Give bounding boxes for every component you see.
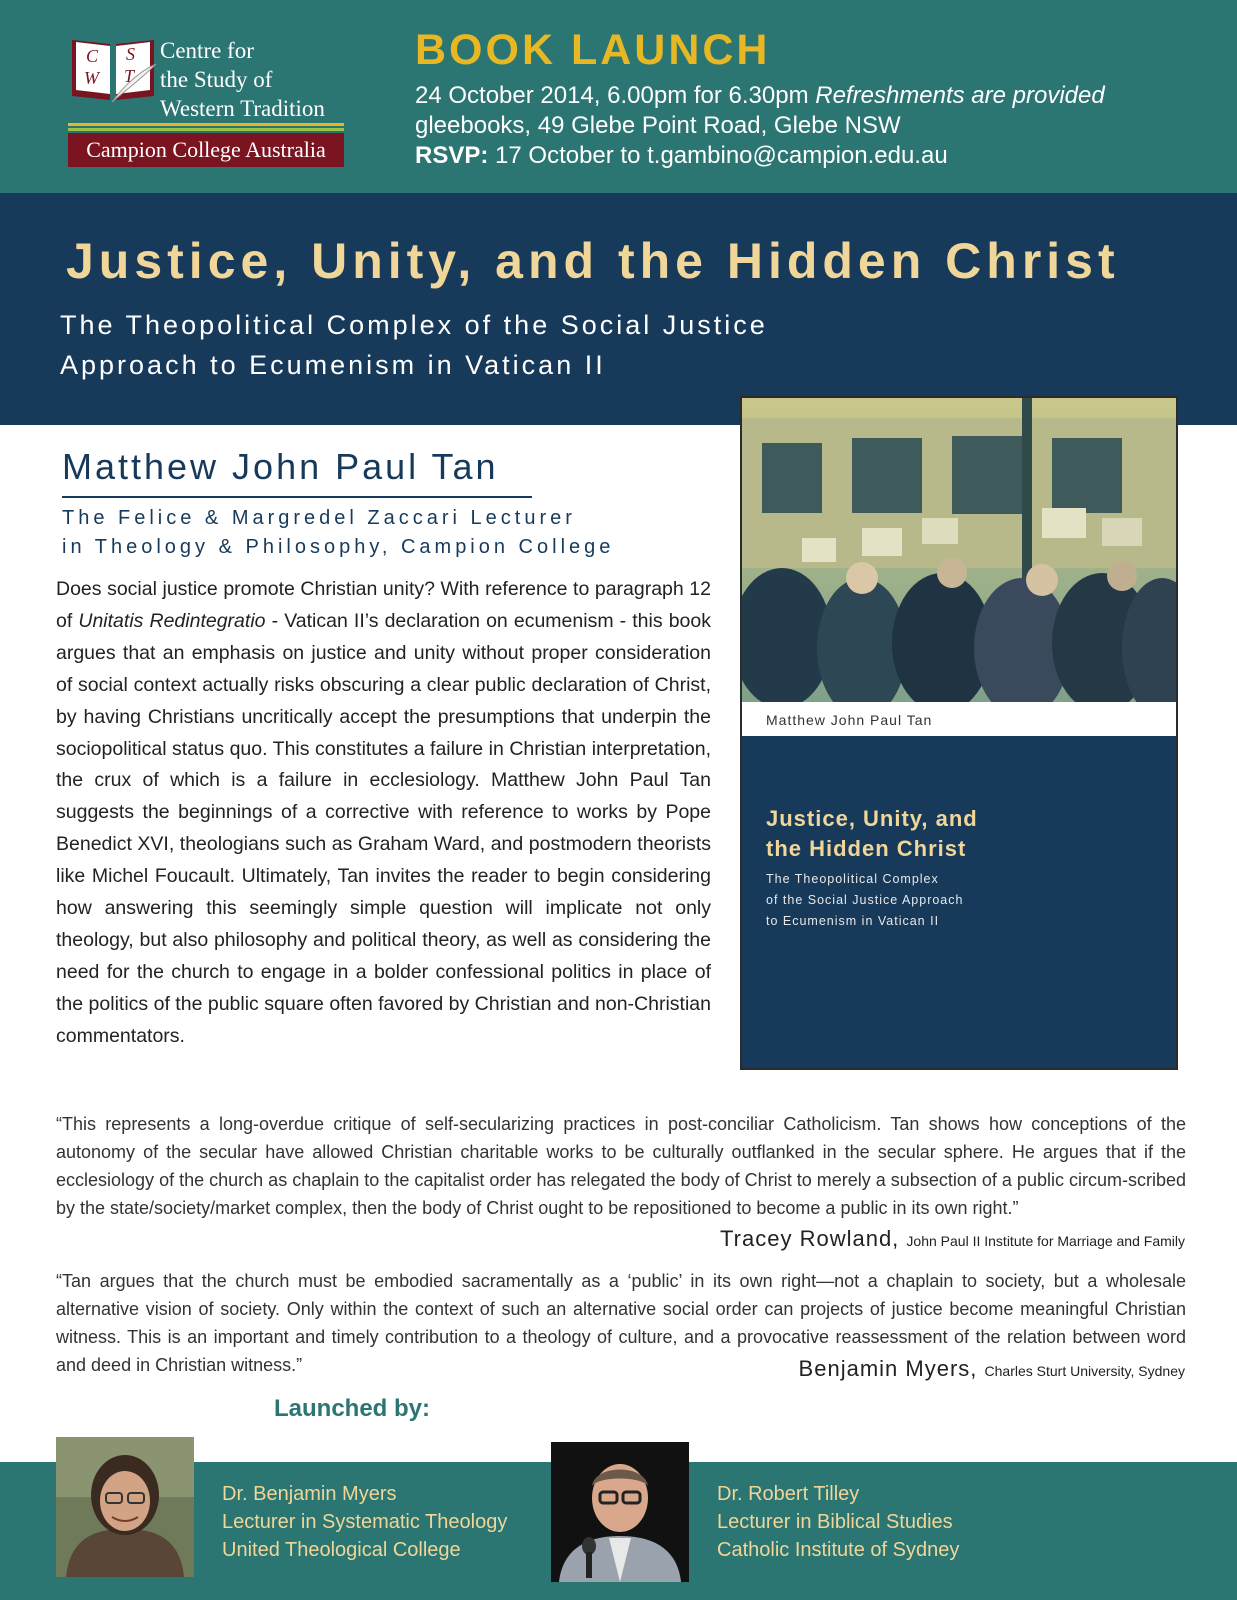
launcher-title-2: Lecturer in Biblical Studies xyxy=(717,1511,953,1533)
launcher-institution-1: United Theological College xyxy=(222,1539,461,1561)
endorser-affiliation-1: John Paul II Institute for Marriage and Family xyxy=(906,1233,1185,1249)
launcher-name-1: Dr. Benjamin Myers xyxy=(222,1483,397,1505)
college-banner: Campion College Australia xyxy=(68,133,344,167)
rsvp-detail: 17 October to t.gambino@campion.edu.au xyxy=(495,142,948,169)
cover-title-line-1: Justice, Unity, and xyxy=(766,806,978,831)
event-date-time: 24 October 2014, 6.00pm for 6.30pm xyxy=(415,82,809,109)
endorsement-attribution-2 xyxy=(799,1356,1185,1382)
logo-letter-t: T xyxy=(124,66,135,86)
endorser-affiliation-2: Charles Sturt University, Sydney xyxy=(984,1363,1185,1379)
endorser-name-1: Tracey Rowland, xyxy=(720,1226,900,1251)
book-title: Justice, Unity, and the Hidden Christ xyxy=(66,233,1120,289)
launcher-info-2 xyxy=(717,1480,959,1564)
endorsement-attribution-1 xyxy=(720,1226,1185,1252)
event-rsvp-line xyxy=(415,142,948,170)
logo-green-rule xyxy=(68,128,344,131)
launcher-title-1: Lecturer in Systematic Theology xyxy=(222,1511,508,1533)
author-name: Matthew John Paul Tan xyxy=(62,446,499,487)
event-refreshments: Refreshments are provided xyxy=(815,82,1105,109)
description-italic-ref: Unitatis Redintegratio xyxy=(78,609,266,632)
rsvp-label: RSVP: xyxy=(415,142,489,169)
book-description xyxy=(56,574,711,1053)
book-subtitle-line-1: The Theopolitical Complex of the Social Justice xyxy=(60,310,768,340)
author-role-line-1: The Felice & Margredel Zaccari Lecturer xyxy=(62,507,576,529)
open-book-quill-icon xyxy=(68,34,158,104)
logo-letter-w: W xyxy=(84,68,99,88)
book-cover xyxy=(740,396,1178,1070)
launcher-photo-1 xyxy=(56,1437,194,1577)
endorser-name-2: Benjamin Myers, xyxy=(798,1356,978,1381)
logo-wordmark xyxy=(160,36,325,123)
title-band xyxy=(0,193,1237,425)
logo-line-1: Centre for xyxy=(160,38,254,63)
cswt-logo xyxy=(68,34,348,168)
cover-subtitle-line-2: of the Social Justice Approach xyxy=(766,893,964,907)
cover-subtitle-line-3: to Ecumenism in Vatican II xyxy=(766,914,940,928)
launcher-info-1 xyxy=(222,1480,507,1564)
launched-by-heading: Launched by: xyxy=(274,1395,431,1422)
logo-line-2: the Study of xyxy=(160,67,273,92)
cover-subtitle-line-1: The Theopolitical Complex xyxy=(766,872,939,886)
logo-line-3: Western Tradition xyxy=(160,96,325,121)
cover-author: Matthew John Paul Tan xyxy=(766,712,933,728)
protest-crowd-photo xyxy=(742,398,1176,702)
book-subtitle-line-2: Approach to Ecumenism in Vatican II xyxy=(60,350,606,380)
launcher-institution-2: Catholic Institute of Sydney xyxy=(717,1539,960,1561)
logo-letter-c: C xyxy=(86,46,99,66)
description-part-1: Does social justice promote Christian unity? With reference to paragraph 12 of xyxy=(56,578,711,632)
cover-title-line-2: the Hidden Christ xyxy=(766,836,967,861)
launcher-photo-2 xyxy=(551,1442,689,1582)
book-launch-heading: BOOK LAUNCH xyxy=(415,26,771,74)
description-part-2: - Vatican II’s declaration on ecumenism - this book argues that an emphasis on justice and unity without proper consideration of social context actually risks obscuring a clear public declaration of Christ, by having Christians uncritically accept the presumptions that underpin the sociopolitical status quo. This constitutes a failure in Christian interpretation, the crux of which is a failure in ecclesiology. Matthew John Paul Tan suggests the beginnings of a corrective with reference to works by Pope Benedict XVI, theologians such as Graham Ward, and postmodern theorists like Michel Foucault. Ultimately, Tan invites the reader to begin considering how answering this seemingly simple question will implicate not only theology, but also philosophy and political theory, as well as considering the need for the church to engage in a bolder confessional politics in place of the politics of the public square often favored by Christian and non-Christian commentators. xyxy=(56,609,711,1047)
person-portrait-icon xyxy=(56,1437,194,1577)
event-date-line xyxy=(415,82,1105,110)
endorsement-quote-1: “This represents a long-overdue critique of self-secularizing practices in post-conciliar Catholicism. Tan shows how conceptions of the autonomy of the secular have allowed Christian charitable works to be culturally outflanked in the secular sphere. He argues that if the ecclesiology of the church as chaplain to the capitalist order has relegated the body of Christ to merely a subsection of a public circum-scribed by the state/society/market complex, then the body of Christ ought to be repositioned to become a public in its own right.” xyxy=(56,1114,1186,1218)
author-underline xyxy=(62,496,532,498)
author-role-line-2: in Theology & Philosophy, Campion College xyxy=(62,536,615,558)
logo-gold-rule xyxy=(68,123,344,126)
endorsement-quote-2: “Tan argues that the church must be embodied sacramentally as a ‘public’ in its own right—not a chaplain to society, but a wholesale alternative vision of society. Only within the context of such an alternative social order can projects of justice become meaningful Christian witness. This is an important and timely contribution to a theology of culture, and a provocative reassessment of the relation between word and deed in Christian witness.” xyxy=(56,1271,1186,1375)
logo-letter-s: S xyxy=(126,44,135,64)
header-band xyxy=(0,0,1237,193)
event-venue: gleebooks, 49 Glebe Point Road, Glebe NSW xyxy=(415,112,901,139)
launcher-name-2: Dr. Robert Tilley xyxy=(717,1483,860,1505)
person-portrait-icon xyxy=(551,1442,689,1582)
